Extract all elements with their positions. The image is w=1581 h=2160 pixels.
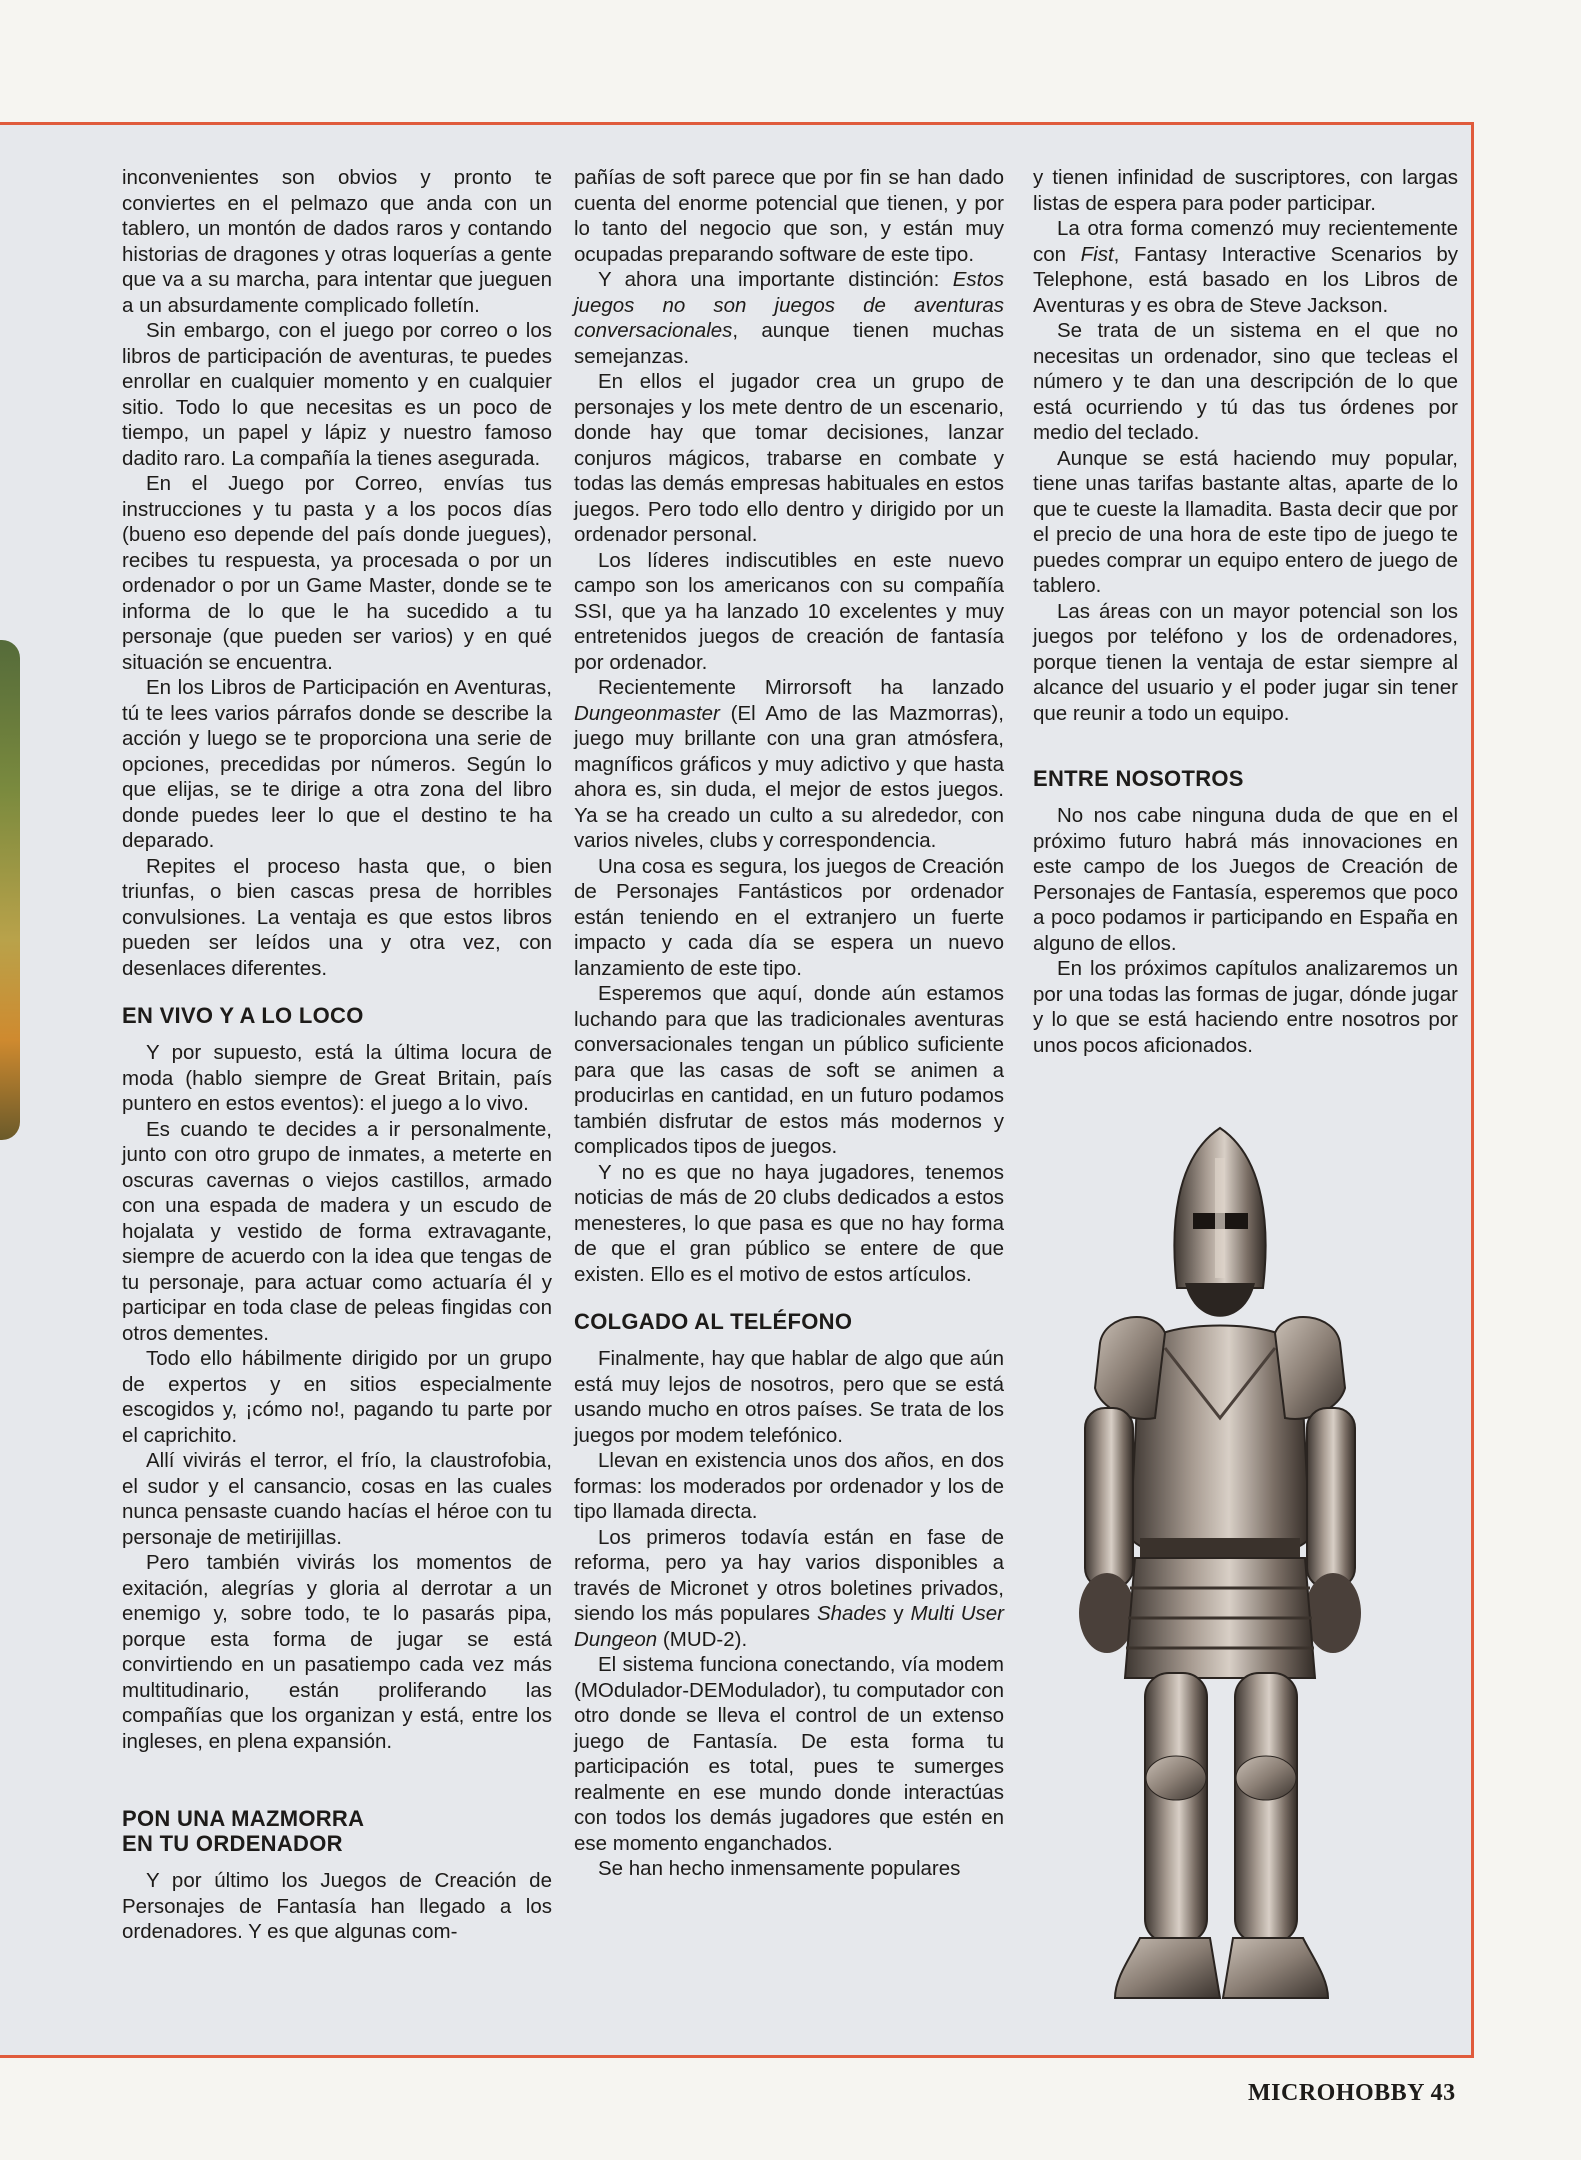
legs [1145,1673,1297,1943]
paragraph: Y por supuesto, está la última locura de moda (hablo siempre de Great Britain, país puntero en estos eventos): el juego a lo vivo. [122,1041,552,1115]
paragraph [1033,216,1458,318]
text-run: Y ahora una importante distinción: [598,268,953,291]
edge-illustration [0,640,20,1140]
belt-and-tassets [1125,1538,1315,1678]
emphasis: Fist [1080,242,1114,266]
paragraph [574,267,1004,369]
paragraph: Repites el proceso hasta que, o bien triunfas, o bien cascas presa de horribles convulsiones. La ventaja es que estos libros pueden ser leídos una y otra vez, con desenlaces diferentes. [122,854,552,980]
page-footer [1248,2080,1456,2107]
emphasis: Estos juegos no son juegos de aventuras conversacionales [574,268,1004,342]
text-run: Recientemente Mirrorsoft ha lanzado [598,676,1004,699]
paragraph: inconvenientes son obvios y pronto te conviertes en el pelmazo que anda con un tablero, un montón de dados raros y contando historias de dragones y otras loquerías a gente que va a su marcha, para intentar que jueguen a un absurdamente complicado folletín. [122,166,552,317]
paragraph: Es cuando te decides a ir personalmente, junto con otro grupo de inmates, a meterte en oscuras cavernas o viejos castillos, armado con una espada de madera y un escudo de hojalata y vestido de forma extravagante, siempre de acuerdo con la idea que tengas de tu personaje, para actuar como actuaría él y participar en toda clase de peleas fingidas con otros dementes. [122,1117,552,1345]
paragraph [574,675,1004,854]
section-heading-mazmorra [122,1806,552,1856]
paragraph: Llevan en existencia unos dos años, en dos formas: los moderados por ordenador y los de tipo llamada directa. [574,1449,1004,1523]
paragraph: Una cosa es segura, los juegos de Creación de Personajes Fantásticos por ordenador están teniendo en el extranjero un fuerte impacto y cada día se espera un nuevo lanzamiento de este tipo. [574,854,1004,980]
helmet [1174,1128,1265,1317]
paragraph: y tienen infinidad de suscriptores, con largas listas de espera para poder participar. [1033,166,1458,215]
paragraph: pañías de soft parece que por fin se han dado cuenta del enorme potencial que tienen, y por lo tanto del negocio que son, y están muy ocupadas preparando software de este tipo. [574,166,1004,266]
paragraph: El sistema funciona conectando, vía modem (MOdulador-DEModulador), tu computador con otro donde se lleva el control de un extenso juego de Fantasía. De esta forma tu participación es total, pues te sumerges realmente en ese mundo donde interactúas con todos los demás jugadores que estén en ese momento enganchados. [574,1653,1004,1855]
paragraph: Todo ello hábilmente dirigido por un grupo de expertos y en sitios especialmente escogidos y, ¡cómo no!, pagando tu parte por el caprichito. [122,1347,552,1447]
text-run: (MUD-2). [657,1627,748,1651]
text-run: (El Amo de las Mazmorras), juego muy brillante con una gran atmósfera, magníficos gráficos y muy adictivo y que hasta ahora es, sin duda, el mejor de estos juegos. Ya se ha creado un culto a su alrededor, con varios niveles, clubs y correspondencia. [574,701,1004,852]
paragraph: Esperemos que aquí, donde aún estamos luchando para que las tradicionales aventuras conversacionales tengan un público suficiente para que las casas de soft se animen a producirlas en cantidad, en un futuro podamos también disfrutar de estos más modernos y complicados tipos de juegos. [574,982,1004,1158]
emphasis: Shades [816,1602,887,1625]
section-heading-en-vivo: EN VIVO Y A LO LOCO [122,1003,364,1028]
emphasis: Dungeonmaster [574,701,720,725]
paragraph: Sin embargo, con el juego por correo o los libros de participación de aventuras, te puedes enrollar en cualquier momento y en cualquier sitio. Todo lo que necesitas es un poco de tiempo, un papel y lápiz y nuestro famoso dadito raro. La compañía la tienes asegurada. [122,319,552,470]
paragraph: Se han hecho inmensamente populares [598,1857,961,1880]
magazine-name: MICROHOBBY [1248,2080,1425,2106]
text-run: , aunque tienen muchas semejanzas. [574,319,1004,368]
column-2 [574,165,1004,1882]
column-3 [1033,165,1458,1058]
knight-armor-illustration [1045,1118,1395,2018]
text-run: , Fantasy Interactive Scenarios by Telephone, está basado en los Libros de Aventuras y es obra de Steve Jackson. [1033,242,1459,317]
paragraph: Y por último los Juegos de Creación de Personajes de Fantasía han llegado a los ordenadores. Y es que algunas com- [122,1869,552,1943]
paragraph: En el Juego por Correo, envías tus instrucciones y tu pasta y a los pocos días (bueno eso depende del país donde juegues), recibes tu respuesta, ya procesada o por un ordenador o por un Game Master, donde se te informa de lo que le ha sucedido a tu personaje (que pueden ser varios) y en qué situación se encuentra. [122,472,552,674]
paragraph: No nos cabe ninguna duda de que en el próximo futuro habrá más innovaciones en este campo de los Juegos de Creación de Personajes de Fantasía, esperemos que poco a poco podamos ir participando en España en alguno de ellos. [1033,804,1458,955]
paragraph: En ellos el jugador crea un grupo de personajes y los mete dentro de un escenario, donde hay que tomar decisiones, lanzar conjuros mágicos, trabarse en combate y todas las demás empresas habituales en estos juegos. Pero todo ello dentro y dirigido por un ordenador personal. [574,370,1004,546]
paragraph: Se trata de un sistema en el que no necesitas un ordenador, sino que tecleas el número y te dan una descripción de lo que está ocurriendo y tú das tus órdenes por medio del teclado. [1033,319,1458,444]
section-heading-telefono: COLGADO AL TELÉFONO [574,1309,853,1334]
paragraph: Las áreas con un mayor potencial son los juegos por teléfono y los de ordenadores, porque tienen la ventaja de estar siempre al alcance del usuario y el poder jugar sin tener que reunir a todo un equipo. [1033,599,1458,725]
paragraph: Pero también vivirás los momentos de exitación, alegrías y gloria al derrotar a un enemigo y, sobre todo, te lo pasarás pipa, porque esta forma de jugar se está convirtiendo en un pasatiempo cada vez más multitudinario, están proliferando las compañías que los organizan y está, entre los ingleses, en plena expansión. [122,1551,552,1753]
column-1 [122,165,552,1945]
section-heading-entre-nosotros: ENTRE NOSOTROS [1033,766,1244,791]
paragraph: Y no es que no haya jugadores, tenemos noticias de más de 20 clubs dedicados a estos menesteres, lo que pasa es que no hay forma de que el gran público se entere de que existen. Ello es el motivo de estos artículos. [574,1160,1004,1286]
paragraph: Allí vivirás el terror, el frío, la claustrofobia, el sudor y el cansancio, cosas en las cuales nunca pensaste cuando hacías el héroe con tu personaje de metirijillas. [122,1449,552,1549]
emphasis: Multi User Dungeon [574,1602,1004,1651]
paragraph: En los Libros de Participación en Aventuras, tú te lees varios párrafos donde se describe la acción y luego se te proporciona una serie de opciones, precedidas por números. Según lo que elijas, se te dirige a otra zona del libro donde puedes leer lo que el destino te ha deparado. [122,676,552,852]
text-run: La otra forma comenzó muy recientemente con [1033,217,1458,266]
heading-line-1: PON UNA MAZMORRA [122,1806,365,1831]
page-number: 43 [1430,2080,1456,2106]
text-run: y [886,1602,911,1625]
paragraph [574,1525,1004,1653]
heading-line-2: EN TU ORDENADOR [122,1831,343,1856]
sabatons [1115,1938,1328,1998]
paragraph: Finalmente, hay que hablar de algo que aún está muy lejos de nosotros, pero que se está usando mucho en otros países. Se trata de los juegos por modem telefónico. [574,1347,1004,1447]
text-run: Los primeros todavía están en fase de reforma, pero ya hay varios disponibles a través de Micronet y otros boletines privados, siendo los más populares [574,1525,1004,1625]
paragraph: En los próximos capítulos analizaremos un por una todas las formas de jugar, dónde jugar y lo que se está haciendo entre nosotros por unos pocos aficionados. [1033,957,1458,1057]
paragraph: Aunque se está haciendo muy popular, tiene unas tarifas bastante altas, aparte de lo que te cueste la llamadita. Basta decir que por el precio de una hora de este tipo de juego te puedes comprar un equipo entero de juego de tablero. [1033,446,1458,597]
paragraph: Los líderes indiscutibles en este nuevo campo son los americanos con su compañía SSI, que ya ha lanzado 10 excelentes y muy entretenidos juegos de creación de fantasía por ordenador. [574,548,1004,674]
